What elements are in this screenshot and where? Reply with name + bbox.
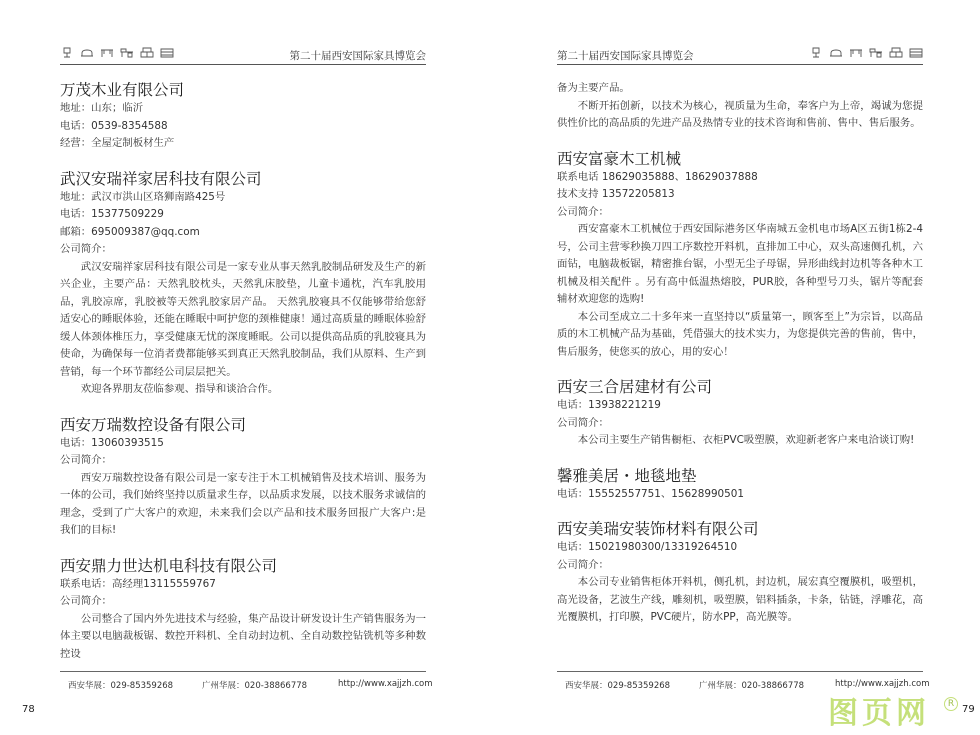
- info-line: 电话：15377509229: [60, 208, 164, 220]
- company-entry: [60, 169, 426, 399]
- company-entry: [557, 149, 923, 362]
- description-paragraph: 不断开拓创新，以技术为核心，视质量为生命，奉客户为上帝，竭诚为您提供性价比的高品质的先进产品及热情专业的技术咨询和售前、售中、售后服务。: [557, 99, 923, 129]
- page-header: [557, 44, 923, 65]
- description-paragraph: 本公司至成立二十多年来一直坚持以“质量第一，顾客至上”为宗旨，以高品质的木工机械产品为基础，凭借强大的技术实力，为您提供完善的售前，售中，售后服务，使您买的放心，用的安心！: [557, 310, 923, 358]
- info-line: 公司简介：: [557, 416, 609, 429]
- info-line: 电话：15021980300/13319264510: [557, 541, 738, 553]
- continuation-text: [557, 80, 923, 133]
- header-title: 第二十届西安国际家具博览会: [557, 50, 694, 62]
- info-line: 邮箱：695009387@qq.com: [60, 225, 200, 238]
- furniture-icons: [809, 47, 923, 58]
- sofa-icon: [80, 47, 94, 58]
- info-line: 地址：山东；临沂: [60, 102, 144, 114]
- footer-xian: 西安华展：029-85359268: [68, 681, 174, 691]
- header-title: 第二十届西安国际家具博览会: [289, 50, 426, 62]
- description-paragraph: 西安万瑞数控设备有限公司是一家专注于木工机械销售及技术培训、服务为一体的公司，我们始终坚持以质量求生存，以品质求发展，以技术服务求诚信的理念，受到了广大客户的欢迎，未来我们会以产品和技术服务回报广大客户:是我们的目标!: [60, 471, 426, 536]
- info-line: 公司简介：: [557, 558, 609, 571]
- footer-guangzhou: 广州华展：020-38866778: [202, 681, 308, 691]
- company-name: 馨雅美居・地毯地垫: [557, 466, 697, 485]
- page-footer: [60, 671, 433, 693]
- description-paragraph: 欢迎各界朋友莅临参观、指导和谈洽合作。: [80, 383, 279, 395]
- footer-url[interactable]: http://www.xajjzh.com: [338, 679, 433, 689]
- company-entry: [60, 556, 426, 664]
- company-name: 武汉安瑞祥家居科技有限公司: [60, 169, 262, 188]
- page-footer: [557, 671, 930, 693]
- left-content: [60, 80, 426, 666]
- description-paragraph: 本公司专业销售柜体开料机，侧孔机，封边机，展宏真空覆膜机，吸塑机，高光设备，艺波生产线，雕刻机，吸塑膜，铝料插条，卡条，钻链，浮雕花，高光覆膜机，打印膜，PVC硬片，防水PP，高光膜等。: [557, 576, 923, 623]
- info-line: 公司简介：: [60, 454, 112, 466]
- description-paragraph: 西安富豪木工机械位于西安国际港务区华南城五金机电市场A区五街1栋2-4号，公司主营零秒换刀四工序数控开料机，直排加工中心，双头高速侧孔机，六面钻，电脑裁板锯，精密推台锯，小型无尘子母锯，异形曲线封边机等各种木工机械及相关配件 。另有高中低温热熔胶，PUR胶，各种型号刀头，锯片等配套辅材欢迎您的选购!: [557, 223, 923, 305]
- furniture-icons: [60, 47, 174, 58]
- company-name: 西安富豪木工机械: [557, 149, 682, 168]
- sofa-icon: [829, 47, 843, 58]
- company-name: 西安鼎力世达机电科技有限公司: [60, 556, 278, 575]
- info-line: 公司简介：: [60, 595, 112, 607]
- info-line: 经营：全屋定制板材生产: [60, 137, 175, 149]
- registered-mark: R: [944, 697, 958, 711]
- company-entry: [60, 415, 426, 540]
- company-name: 西安美瑞安装饰材料有限公司: [557, 520, 759, 538]
- footer-xian: 西安华展：029-85359268: [565, 681, 671, 691]
- table-icon: [100, 47, 114, 58]
- info-line: 电话：0539-8354588: [60, 119, 168, 132]
- info-line: 地址：武汉市洪山区珞狮南路425号: [60, 190, 226, 203]
- info-line: 电话：13938221219: [557, 399, 661, 411]
- description-paragraph: 武汉安瑞祥家居科技有限公司是一家专业从事天然乳胶制品研发及生产的新兴企业，主要产品：天然乳胶枕头，天然乳床胶垫，儿童卡通枕，汽车乳胶用品，乳胶凉席，乳胶被等天然乳胶家居产品。 天然乳胶寝具不仅能够带给您舒适安心的睡眠体验，还能在睡眠中呵护您的颈椎健康！通过高质量的睡眠体验舒缓人体颈体椎压力，享受健康无忧的深度睡眠。公司以提供高品质的乳胶寝具为使命，为确保每一位消者费都能够买到真正天然乳胶制品，我们从原料、生产到营销，每一个环节都经公司层层把关。: [60, 260, 426, 378]
- chair-icon: [809, 47, 823, 58]
- info-line: 技术支持 13572205813: [557, 188, 675, 200]
- footer-guangzhou: 广州华展：020-38866778: [699, 681, 805, 691]
- page-number: 78: [22, 704, 35, 715]
- watermark-logo: 图页网: [828, 696, 930, 731]
- company-entry: [557, 377, 923, 450]
- company-entry: [557, 466, 923, 504]
- info-line: 联系电话 18629035888、18629037888: [557, 170, 758, 183]
- description-paragraph: 公司整合了国内外先进技术与经验，集产品设计研发设计生产销售服务为一体主要以电脑裁板锯、数控开料机、全自动封边机、全自动数控钻铣机等多种数控设: [60, 612, 426, 660]
- cabinet-icon: [889, 47, 903, 58]
- desk-icon: [120, 47, 134, 58]
- page-number: 79: [962, 704, 975, 715]
- info-line: 公司简介：: [60, 243, 112, 255]
- info-line: 联系电话：高经理13115559767: [60, 577, 216, 590]
- info-line: 电话：13060393515: [60, 436, 164, 449]
- footer-url[interactable]: http://www.xajjzh.com: [835, 679, 930, 689]
- cabinet-icon: [140, 47, 154, 58]
- company-name: 万茂木业有限公司: [60, 81, 185, 99]
- right-content: [557, 80, 923, 666]
- bed-icon: [909, 47, 923, 58]
- table-icon: [849, 47, 863, 58]
- company-entry: [60, 80, 426, 153]
- info-line: 备为主要产品。: [557, 82, 630, 94]
- chair-icon: [60, 47, 74, 58]
- info-line: 公司简介：: [557, 205, 609, 218]
- bed-icon: [160, 47, 174, 58]
- description-paragraph: 本公司主要生产销售橱柜、衣柜PVC吸塑膜，欢迎新老客户来电洽谈订购!: [577, 434, 915, 446]
- company-entry: [557, 519, 923, 627]
- info-line: 电话：15552557751、15628990501: [557, 487, 745, 500]
- desk-icon: [869, 47, 883, 58]
- page-header: [60, 44, 426, 65]
- company-name: 西安万瑞数控设备有限公司: [60, 415, 247, 434]
- company-name: 西安三合居建材有公司: [557, 378, 713, 396]
